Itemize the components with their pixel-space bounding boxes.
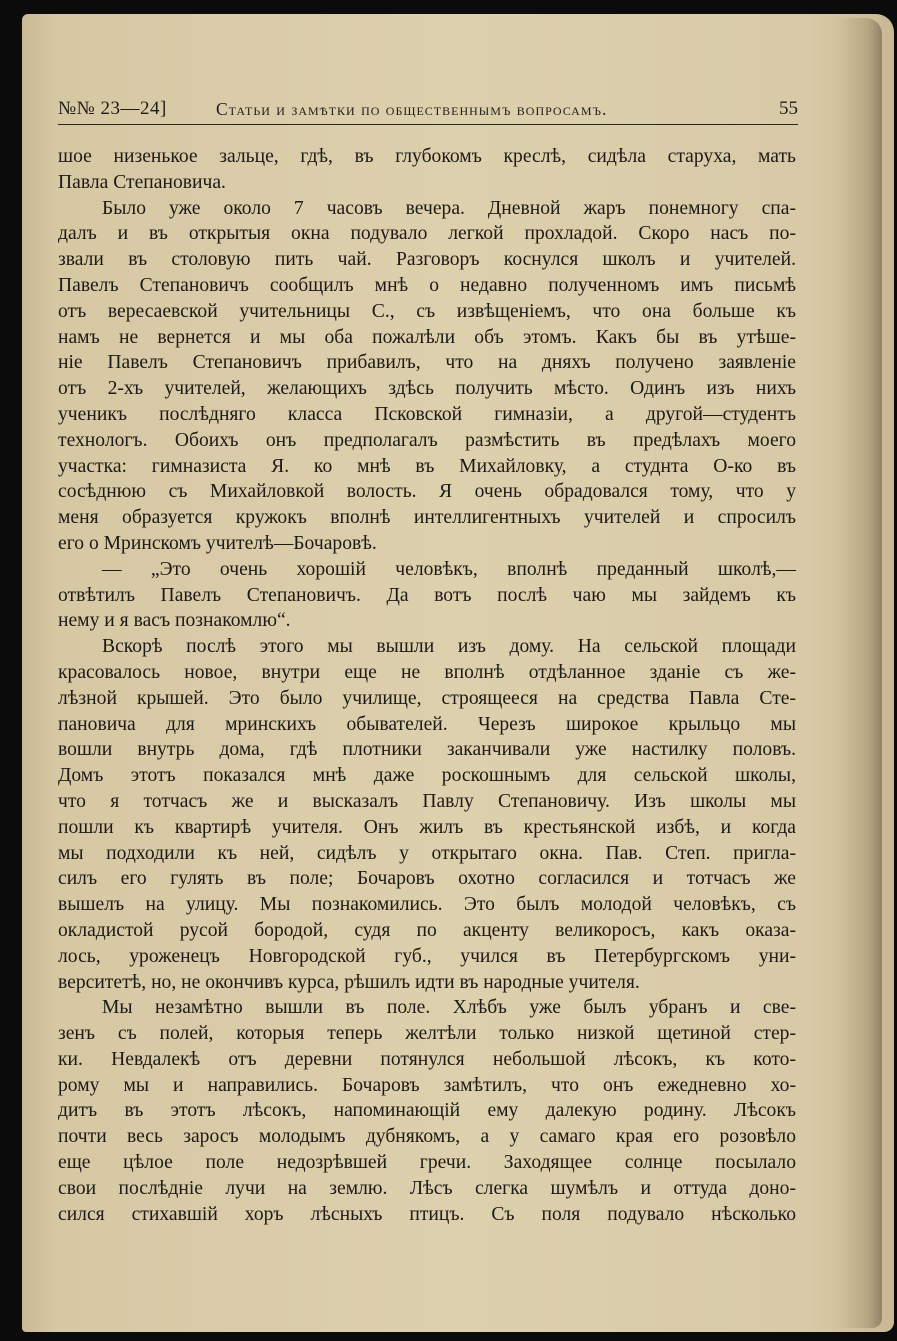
- text-line: Вскорѣ послѣ этого мы вышли изъ дому. На сельской площади: [102, 636, 796, 658]
- text-line: сосѣднюю съ Михайловкой волость. Я очень обрадовался тому, что у: [58, 481, 796, 503]
- text-line: отъ вересаевской учительницы С., съ извѣщеніемъ, что она больше къ: [58, 300, 796, 322]
- article-body: [58, 144, 796, 1227]
- text-line: лѣзной крышей. Это было училище, строящееся на средства Павла Сте-: [58, 687, 796, 709]
- text-line: ки. Невдалекѣ отъ деревни потянулся небольшой лѣсокъ, къ кото-: [58, 1048, 796, 1070]
- running-header: [58, 96, 798, 125]
- text-line: — „Это очень хорошій человѣкъ, вполнѣ преданный школѣ,—: [102, 558, 796, 580]
- paragraph: [58, 995, 796, 1227]
- text-line: еще цѣлое поле недозрѣвшей гречи. Заходящее солнце посылало: [58, 1152, 796, 1174]
- paragraph: [58, 634, 796, 995]
- issue-number: №№ 23—24]: [58, 98, 167, 119]
- text-line: ученикъ послѣдняго класса Псковской гимназіи, а другой—студентъ: [58, 403, 796, 425]
- text-line: ніе Павелъ Степановичъ прибавилъ, что на дняхъ получено заявленіе: [58, 352, 796, 374]
- text-line: вошли внутрь дома, гдѣ плотники заканчивали уже настилку половъ.: [58, 739, 796, 761]
- text-line: Домъ этотъ показался мнѣ даже роскошнымъ для сельской школы,: [58, 765, 796, 787]
- text-line: что я тотчасъ же и высказалъ Павлу Степановичу. Изъ школы мы: [58, 790, 796, 812]
- section-title: Статьи и замѣтки по общественнымъ вопросамъ.: [216, 99, 608, 119]
- text-line: отвѣтилъ Павелъ Степановичъ. Да вотъ послѣ чаю мы зайдемъ къ: [58, 584, 796, 606]
- text-line: пошли къ квартирѣ учителя. Онъ жилъ въ крестьянской избѣ, и когда: [58, 816, 796, 838]
- page-edge-shadow: [838, 18, 882, 1328]
- text-line: почти весь заросъ молодымъ дубнякомъ, а у самаго края его розовѣло: [58, 1126, 796, 1148]
- text-line: далъ и въ открытыя окна подувало легкой прохладой. Скоро насъ по-: [58, 223, 796, 245]
- text-line: сился стихавшій хоръ лѣсныхъ птицъ. Съ поля подувало нѣсколько: [58, 1203, 796, 1225]
- text-line: зенъ съ полей, которыя теперь желтѣли только низкой щетиной стер-: [58, 1023, 796, 1045]
- text-line: Мы незамѣтно вышли въ поле. Хлѣбъ уже былъ убранъ и све-: [102, 997, 796, 1019]
- page-number: 55: [779, 98, 798, 119]
- text-line: Павелъ Степановичъ сообщилъ мнѣ о недавно полученномъ имъ письмѣ: [58, 274, 796, 296]
- text-line: свои послѣдніе лучи на землю. Лѣсъ слегка шумѣлъ и оттуда доно-: [58, 1177, 796, 1199]
- text-line: вышелъ на улицу. Мы познакомились. Это былъ молодой человѣкъ, съ: [58, 894, 796, 916]
- text-line: пановича для мринскихъ обывателей. Черезъ широкое крыльцо мы: [58, 713, 796, 735]
- text-line: рому мы и направились. Бочаровъ замѣтилъ, что онъ ежедневно хо-: [58, 1074, 796, 1096]
- text-line: его о Мринскомъ учителѣ—Бочаровѣ.: [58, 532, 377, 554]
- paragraph: [58, 144, 796, 196]
- text-line: участка: гимназиста Я. ко мнѣ въ Михайловку, а студнта О-ко въ: [58, 455, 796, 477]
- text-line: красовалось новое, внутри еще не вполнѣ отдѣланное зданіе съ же-: [58, 661, 796, 683]
- text-line: технологъ. Обоихъ онъ предполагалъ размѣстить въ предѣлахъ моего: [58, 429, 796, 451]
- text-line: отъ 2-хъ учителей, желающихъ здѣсь получить мѣсто. Одинъ изъ нихъ: [58, 378, 796, 400]
- paragraph: [58, 196, 796, 557]
- text-line: меня образуется кружокъ вполнѣ интеллигентныхъ учителей и спросилъ: [58, 507, 796, 529]
- text-line: верситетѣ, но, не окончивъ курса, рѣшилъ идти въ народные учителя.: [58, 971, 640, 993]
- text-line: Павла Степановича.: [58, 171, 226, 193]
- paragraph: [58, 557, 796, 634]
- text-line: нему и я васъ познакомлю“.: [58, 610, 291, 632]
- text-line: лось, уроженецъ Новгородской губ., учился въ Петербургскомъ уни-: [58, 945, 796, 967]
- text-line: звали въ столовую пить чай. Разговоръ коснулся школъ и учителей.: [58, 249, 796, 271]
- text-line: Было уже около 7 часовъ вечера. Дневной жаръ понемногу спа-: [102, 197, 796, 219]
- text-line: окладистой русой бородой, судя по акценту великоросъ, какъ оказа-: [58, 919, 796, 941]
- text-line: намъ не вернется и мы оба пожалѣли объ этомъ. Какъ бы въ утѣше-: [58, 326, 796, 348]
- text-line: силъ его гулять въ поле; Бочаровъ охотно согласился и тотчасъ же: [58, 868, 796, 890]
- text-line: дитъ въ этотъ лѣсокъ, напоминающій ему далекую родину. Лѣсокъ: [58, 1100, 796, 1122]
- text-line: мы подходили къ ней, сидѣлъ у открытаго окна. Пав. Степ. пригла-: [58, 842, 796, 864]
- text-line: шое низенькое зальце, гдѣ, въ глубокомъ креслѣ, сидѣла старуха, мать: [58, 146, 796, 167]
